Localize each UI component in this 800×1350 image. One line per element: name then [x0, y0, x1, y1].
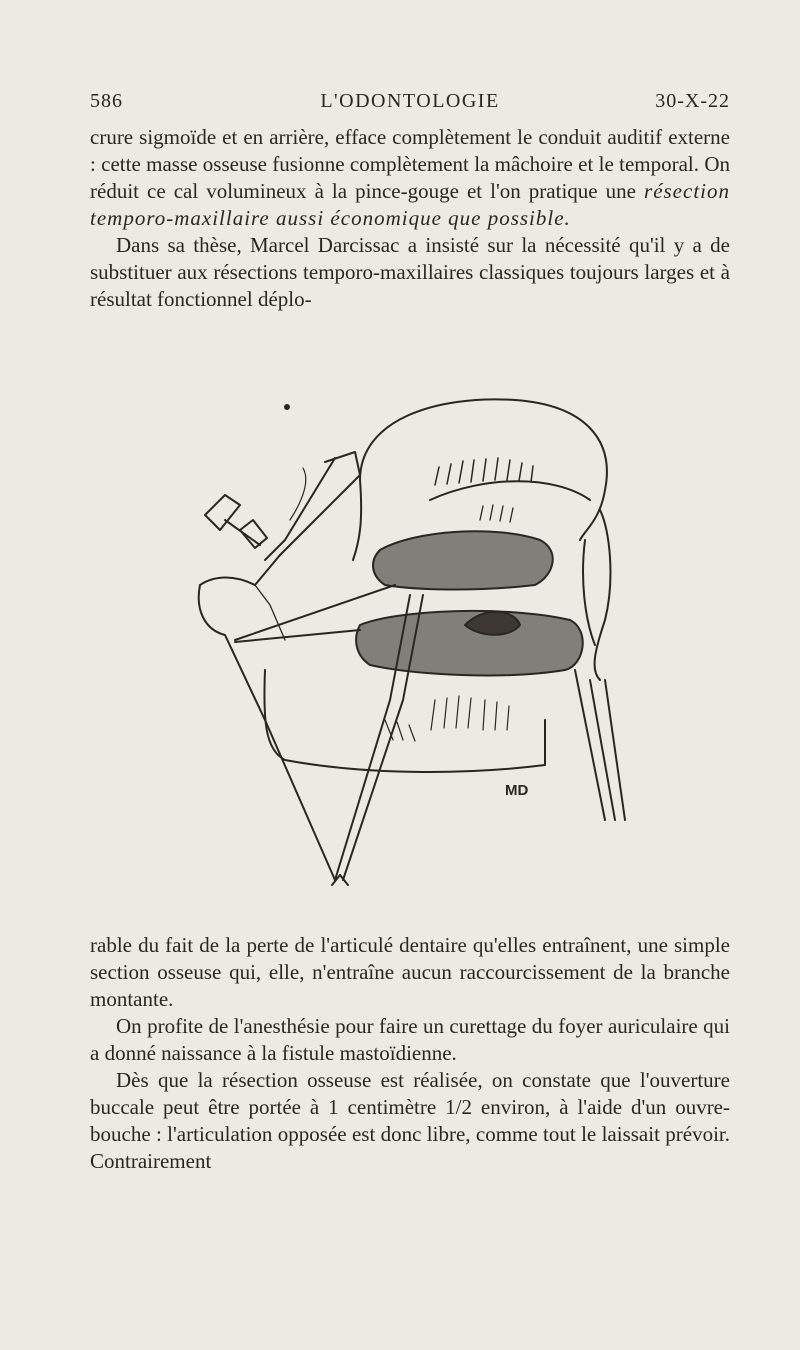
paragraph: Dès que la résection osseuse est réalisée, on constate que l'ouverture buccale peut être portée à 1 centimètre 1/2 environ, à l'aide d'un ouvre-bouche : l'articulation opposée est donc libre, comme tout le laissait prévoir. Contrairement	[90, 1068, 730, 1173]
journal-title: L'ODONTOLOGIE	[320, 90, 500, 112]
body-text-top	[90, 124, 730, 313]
paragraph-text: crure sigmoïde et en arrière, efface complètement le conduit auditif externe : cette masse osseuse fusionne complètement la mâchoire et le temporal. On réduit ce cal volumineux à la pince-gouge et l'on pratique une	[90, 125, 730, 203]
artist-signature: MD	[505, 782, 529, 799]
figure-illustration	[185, 380, 635, 900]
issue-date: 30-X-22	[655, 90, 730, 112]
paragraph: rable du fait de la perte de l'articulé dentaire qu'elles entraînent, une simple section osseuse qui, elle, n'entraîne aucun raccourcissement de la branche montante.	[90, 933, 730, 1011]
italic-emphasis: résection temporo-maxillaire aussi économique que possible.	[90, 179, 730, 230]
body-text-bottom	[90, 932, 730, 1175]
running-header	[90, 90, 730, 114]
page-number: 586	[90, 90, 123, 112]
paragraph	[90, 124, 730, 232]
paragraph: Dans sa thèse, Marcel Darcissac a insisté sur la nécessité qu'il y a de substituer aux résections temporo-maxillaires classiques toujours larges et à résultat fonctionnel déplo-	[90, 233, 730, 311]
mouth-gag-drawing	[185, 380, 635, 900]
paragraph: On profite de l'anesthésie pour faire un curettage du foyer auriculaire qui a donné naissance à la fistule mastoïdienne.	[90, 1014, 730, 1065]
